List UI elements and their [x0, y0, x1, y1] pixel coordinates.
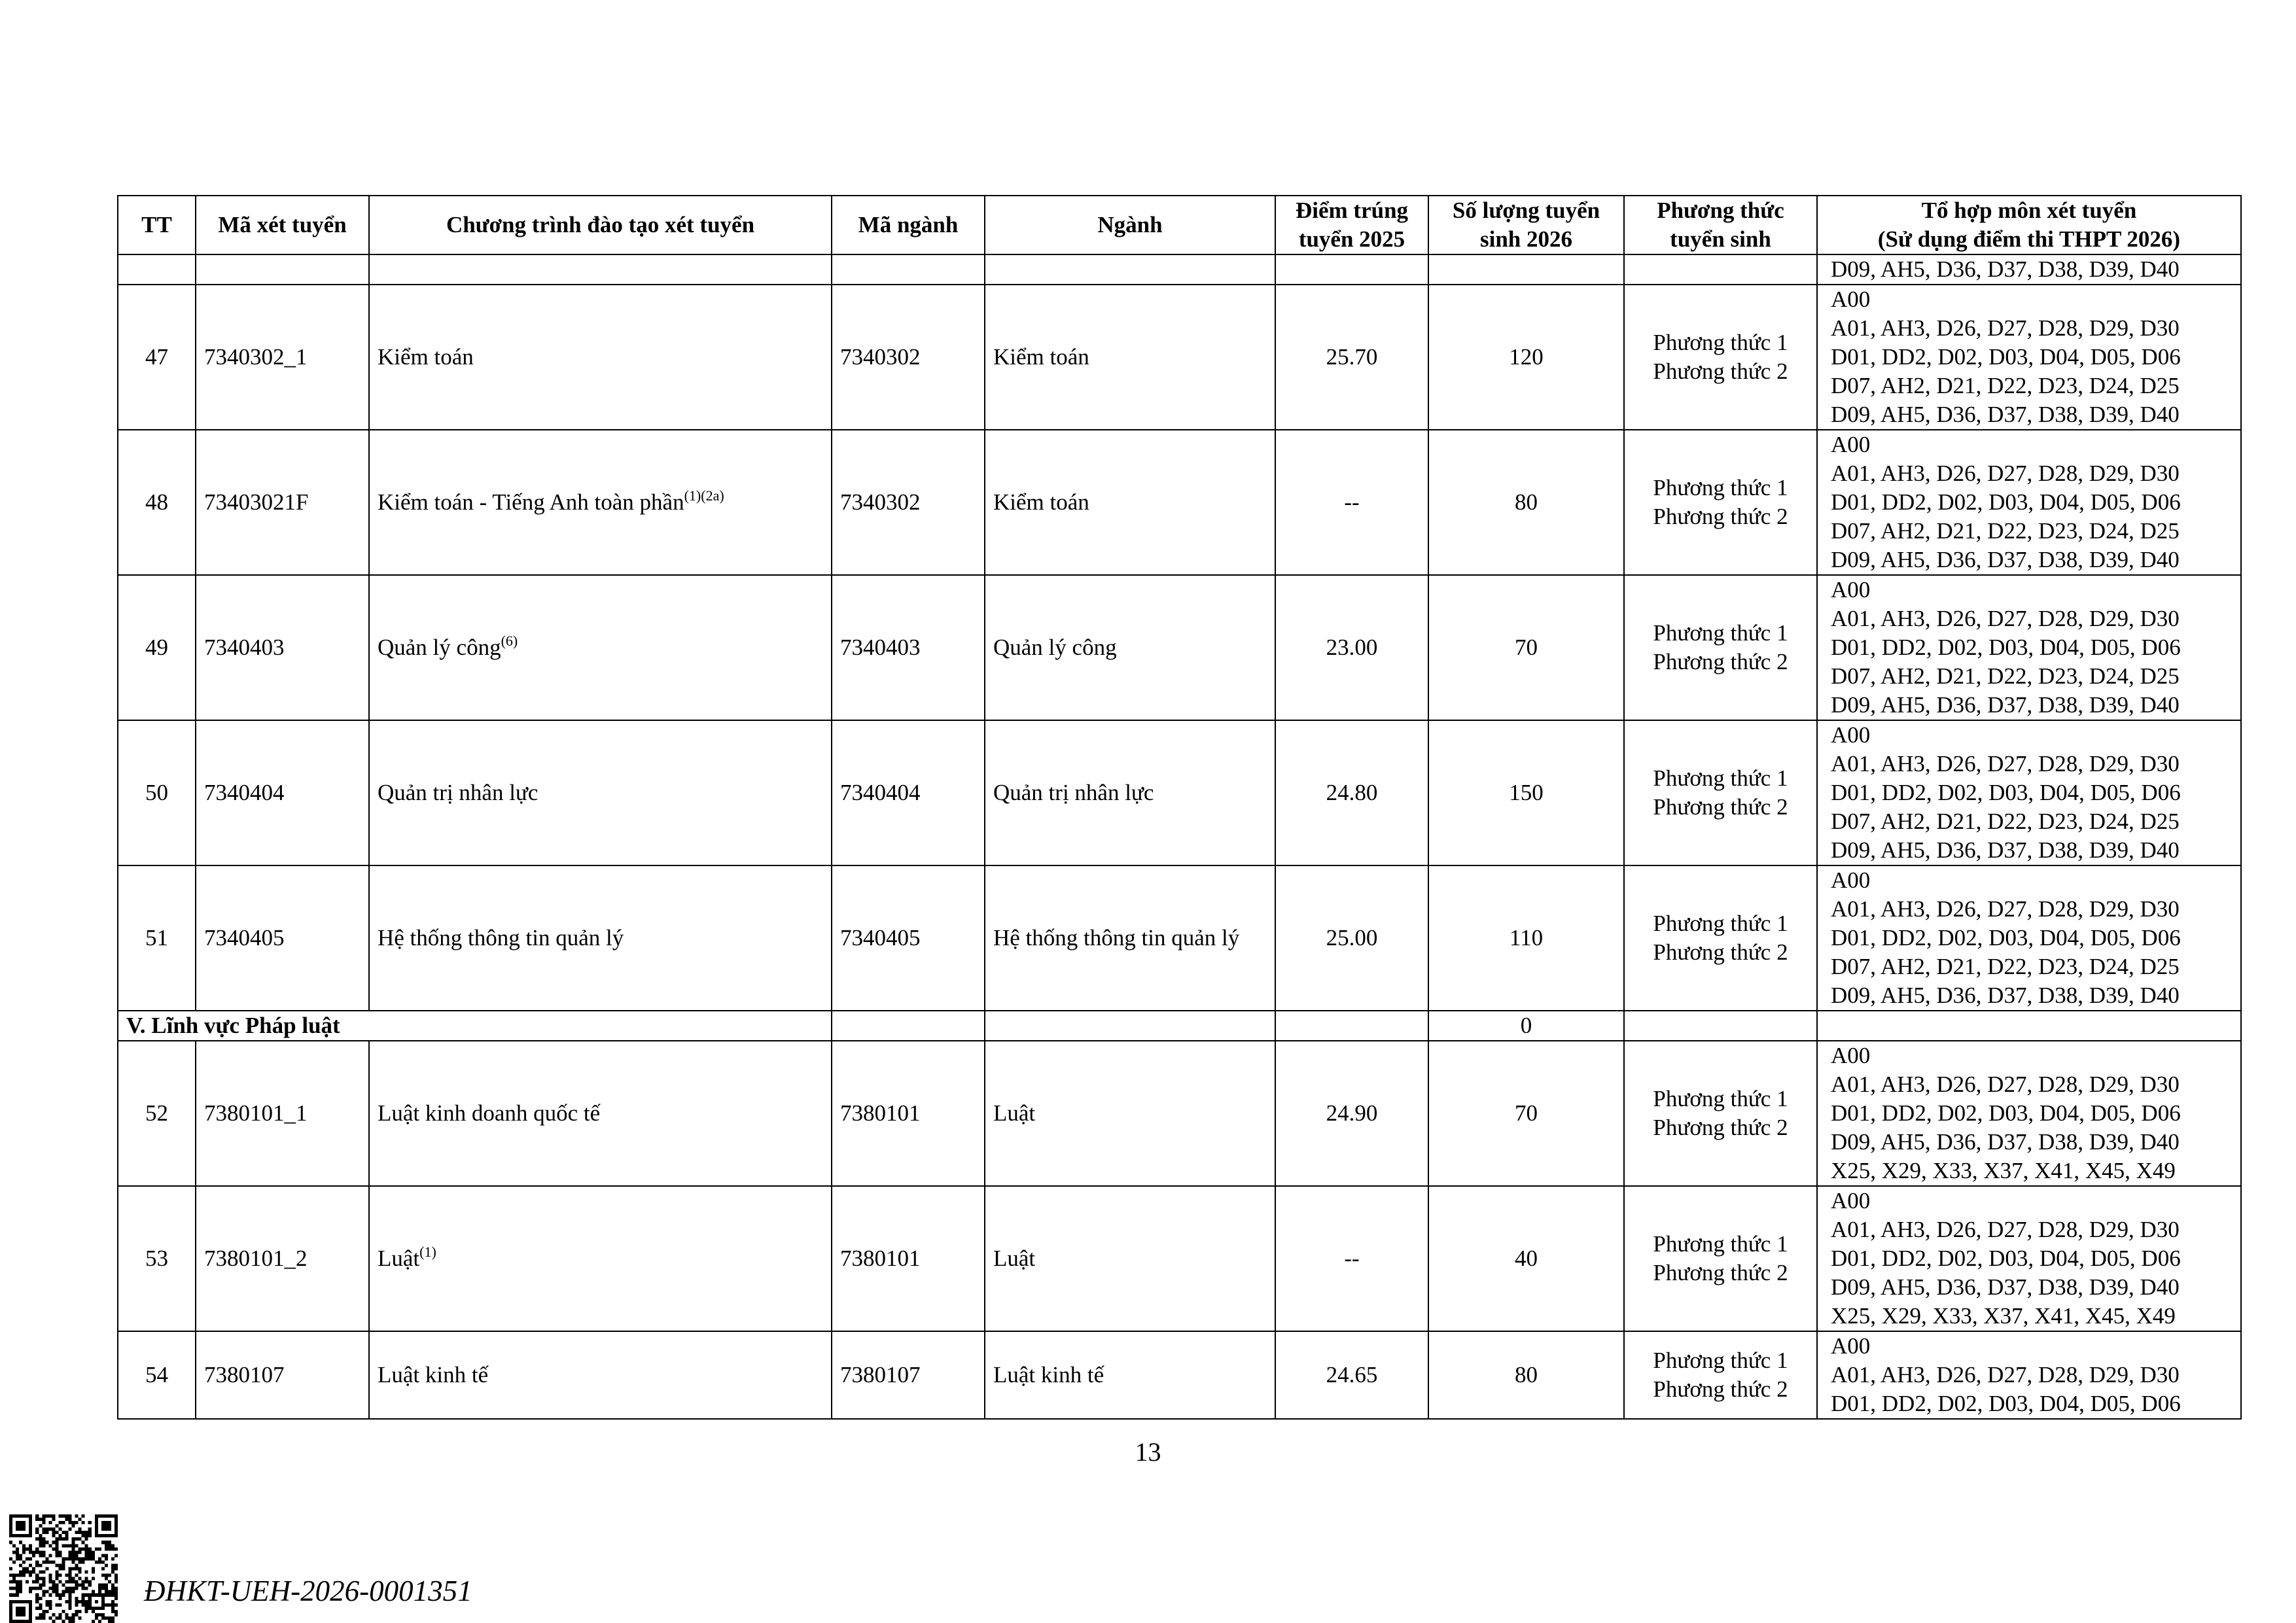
combo-line: D09, AH5, D36, D37, D38, D39, D40: [1831, 692, 2180, 718]
cell-nganh: Luật: [985, 1041, 1275, 1186]
cell-ma-nganh: 7380101: [832, 1186, 985, 1331]
combo-line: A00: [1831, 287, 1871, 312]
method-line: Phương thức 2: [1653, 794, 1788, 820]
header-to-hop-line1: Tổ hợp môn xét tuyển: [1921, 198, 2137, 223]
method-line: Phương thức 2: [1653, 358, 1788, 384]
header-ma-nganh: Mã ngành: [832, 196, 985, 254]
cell-chuong-trinh: [369, 430, 832, 575]
header-to-hop-line2: (Sử dụng điểm thi THPT 2026): [1877, 226, 2181, 252]
program-name: Quản trị nhân lực: [378, 780, 539, 805]
combo-line: D01, DD2, D02, D03, D04, D05, D06: [1831, 344, 2181, 370]
method-line: Phương thức 2: [1653, 1115, 1788, 1140]
cell-chuong-trinh: [369, 285, 832, 430]
section-label: V. Lĩnh vực Pháp luật: [118, 1011, 832, 1041]
table-row: [118, 430, 2241, 575]
combo-line: A01, AH3, D26, D27, D28, D29, D30: [1831, 461, 2180, 486]
cell-ma-nganh: 7340403: [832, 575, 985, 720]
header-chuong-trinh: Chương trình đào tạo xét tuyển: [369, 196, 832, 254]
method-line: Phương thức 1: [1653, 1086, 1788, 1111]
cell-nganh: Hệ thống thông tin quản lý: [985, 865, 1275, 1011]
program-footnote: (1)(2a): [684, 487, 724, 504]
combo-line: D09, AH5, D36, D37, D38, D39, D40: [1831, 837, 2180, 863]
combo-line: D07, AH2, D21, D22, D23, D24, D25: [1831, 809, 2180, 834]
page-number: 13: [1135, 1437, 1161, 1467]
cell-phuong-thuc: [1624, 430, 1817, 575]
combo-line: A01, AH3, D26, D27, D28, D29, D30: [1831, 315, 2180, 341]
cell-diem-2025: --: [1275, 1186, 1428, 1331]
cell-phuong-thuc: [1624, 575, 1817, 720]
cell-ma-nganh: 7340302: [832, 285, 985, 430]
method-line: Phương thức 2: [1653, 504, 1788, 529]
combo-line: A00: [1831, 722, 1871, 748]
combo-line: A00: [1831, 1043, 1871, 1068]
header-ma-xet-tuyen: Mã xét tuyển: [196, 196, 369, 254]
cell-tt: 47: [118, 285, 196, 430]
combo-line: D07, AH2, D21, D22, D23, D24, D25: [1831, 954, 2180, 979]
combo-line: X25, X29, X33, X37, X41, X45, X49: [1831, 1158, 2176, 1183]
method-line: Phương thức 1: [1653, 330, 1788, 355]
section-quota: 0: [1428, 1011, 1624, 1041]
cell-so-luong-2026: 80: [1428, 430, 1624, 575]
cell-ma-xet-tuyen: 7380101_2: [196, 1186, 369, 1331]
table-row: [118, 1041, 2241, 1186]
cell-nganh: Luật: [985, 1186, 1275, 1331]
cell-ma-xet-tuyen: 7340404: [196, 720, 369, 865]
combo-line: D07, AH2, D21, D22, D23, D24, D25: [1831, 373, 2180, 398]
cell-ma-nganh: 7340405: [832, 865, 985, 1011]
combo-line: A00: [1831, 432, 1871, 457]
cell-so-luong-2026: 80: [1428, 1331, 1624, 1419]
continuation-combos: [1817, 254, 2241, 285]
cell-chuong-trinh: [369, 1186, 832, 1331]
cell-phuong-thuc: [1624, 1331, 1817, 1419]
combo-line: D01, DD2, D02, D03, D04, D05, D06: [1831, 489, 2181, 515]
combo-line: D09, AH5, D36, D37, D38, D39, D40: [1831, 256, 2180, 282]
cell-tt: 54: [118, 1331, 196, 1419]
cell-to-hop: [1817, 720, 2241, 865]
combo-line: A00: [1831, 867, 1871, 893]
header-phuong-thuc-line1: Phương thức: [1657, 198, 1784, 223]
program-name: Kiểm toán - Tiếng Anh toàn phần: [378, 489, 684, 515]
table-row: [118, 1186, 2241, 1331]
header-so-luong-line1: Số lượng tuyển: [1452, 198, 1600, 223]
document-id: ĐHKT-UEH-2026-0001351: [144, 1575, 472, 1607]
table-body: [118, 254, 2241, 1419]
cell-ma-nganh: 7340404: [832, 720, 985, 865]
cell-tt: 52: [118, 1041, 196, 1186]
combo-line: D01, DD2, D02, D03, D04, D05, D06: [1831, 780, 2181, 805]
combo-line: A01, AH3, D26, D27, D28, D29, D30: [1831, 606, 2180, 631]
combo-line: A00: [1831, 1188, 1871, 1213]
continuation-row: [118, 254, 2241, 285]
header-to-hop: [1817, 196, 2241, 254]
cell-chuong-trinh: [369, 575, 832, 720]
cell-diem-2025: 25.70: [1275, 285, 1428, 430]
cell-ma-xet-tuyen: 7380101_1: [196, 1041, 369, 1186]
combo-line: D09, AH5, D36, D37, D38, D39, D40: [1831, 402, 2180, 427]
program-footnote: (6): [501, 633, 518, 649]
cell-phuong-thuc: [1624, 720, 1817, 865]
cell-ma-xet-tuyen: 73403021F: [196, 430, 369, 575]
combo-line: A00: [1831, 577, 1871, 602]
cell-ma-xet-tuyen: 7340405: [196, 865, 369, 1011]
cell-to-hop: [1817, 865, 2241, 1011]
combo-line: A01, AH3, D26, D27, D28, D29, D30: [1831, 751, 2180, 777]
combo-line: D09, AH5, D36, D37, D38, D39, D40: [1831, 1274, 2180, 1300]
header-diem-line1: Điểm trúng: [1295, 198, 1409, 223]
cell-to-hop: [1817, 1331, 2241, 1419]
method-line: Phương thức 2: [1653, 1260, 1788, 1285]
method-line: Phương thức 1: [1653, 765, 1788, 791]
qr-code-icon: [9, 1514, 118, 1623]
cell-diem-2025: 24.65: [1275, 1331, 1428, 1419]
cell-tt: 53: [118, 1186, 196, 1331]
cell-diem-2025: 24.80: [1275, 720, 1428, 865]
program-name: Quản lý công: [378, 635, 501, 660]
header-diem-trung-tuyen: [1275, 196, 1428, 254]
header-phuong-thuc: [1624, 196, 1817, 254]
cell-so-luong-2026: 40: [1428, 1186, 1624, 1331]
cell-so-luong-2026: 70: [1428, 575, 1624, 720]
table-header: [118, 196, 2241, 254]
combo-line: D01, DD2, D02, D03, D04, D05, D06: [1831, 1100, 2181, 1126]
cell-diem-2025: --: [1275, 430, 1428, 575]
table-row: [118, 865, 2241, 1011]
header-tt: TT: [118, 196, 196, 254]
cell-nganh: Kiểm toán: [985, 285, 1275, 430]
cell-chuong-trinh: [369, 1331, 832, 1419]
method-line: Phương thức 1: [1653, 475, 1788, 500]
combo-line: A01, AH3, D26, D27, D28, D29, D30: [1831, 1217, 2180, 1242]
program-name: Luật kinh doanh quốc tế: [378, 1100, 601, 1126]
cell-ma-xet-tuyen: 7380107: [196, 1331, 369, 1419]
combo-line: D01, DD2, D02, D03, D04, D05, D06: [1831, 1246, 2181, 1271]
cell-ma-nganh: 7340302: [832, 430, 985, 575]
method-line: Phương thức 1: [1653, 1231, 1788, 1257]
method-line: Phương thức 2: [1653, 939, 1788, 965]
program-name: Hệ thống thông tin quản lý: [378, 925, 624, 951]
table-row: [118, 285, 2241, 430]
method-line: Phương thức 2: [1653, 649, 1788, 674]
table-row: [118, 575, 2241, 720]
cell-chuong-trinh: [369, 720, 832, 865]
cell-to-hop: [1817, 430, 2241, 575]
cell-ma-nganh: 7380107: [832, 1331, 985, 1419]
cell-so-luong-2026: 110: [1428, 865, 1624, 1011]
cell-ma-xet-tuyen: 7340302_1: [196, 285, 369, 430]
method-line: Phương thức 1: [1653, 620, 1788, 646]
cell-diem-2025: 23.00: [1275, 575, 1428, 720]
cell-diem-2025: 25.00: [1275, 865, 1428, 1011]
header-phuong-thuc-line2: tuyển sinh: [1670, 226, 1771, 252]
section-row: [118, 1011, 2241, 1041]
cell-tt: 51: [118, 865, 196, 1011]
combo-line: A00: [1831, 1333, 1871, 1359]
combo-line: D09, AH5, D36, D37, D38, D39, D40: [1831, 547, 2180, 572]
cell-tt: 49: [118, 575, 196, 720]
cell-phuong-thuc: [1624, 1041, 1817, 1186]
cell-phuong-thuc: [1624, 1186, 1817, 1331]
cell-nganh: Kiểm toán: [985, 430, 1275, 575]
method-line: Phương thức 1: [1653, 1348, 1788, 1373]
cell-to-hop: [1817, 1186, 2241, 1331]
combo-line: D01, DD2, D02, D03, D04, D05, D06: [1831, 635, 2181, 660]
cell-ma-xet-tuyen: 7340403: [196, 575, 369, 720]
cell-tt: 50: [118, 720, 196, 865]
cell-phuong-thuc: [1624, 865, 1817, 1011]
cell-so-luong-2026: 150: [1428, 720, 1624, 865]
cell-chuong-trinh: [369, 865, 832, 1011]
combo-line: D09, AH5, D36, D37, D38, D39, D40: [1831, 1129, 2180, 1155]
cell-diem-2025: 24.90: [1275, 1041, 1428, 1186]
combo-line: D09, AH5, D36, D37, D38, D39, D40: [1831, 983, 2180, 1008]
program-name: Luật kinh tế: [378, 1362, 489, 1387]
combo-line: A01, AH3, D26, D27, D28, D29, D30: [1831, 1072, 2180, 1097]
method-line: Phương thức 2: [1653, 1376, 1788, 1402]
cell-so-luong-2026: 70: [1428, 1041, 1624, 1186]
method-line: Phương thức 1: [1653, 911, 1788, 936]
cell-phuong-thuc: [1624, 285, 1817, 430]
header-nganh: Ngành: [985, 196, 1275, 254]
combo-line: X25, X29, X33, X37, X41, X45, X49: [1831, 1303, 2176, 1329]
cell-nganh: Luật kinh tế: [985, 1331, 1275, 1419]
cell-chuong-trinh: [369, 1041, 832, 1186]
cell-tt: 48: [118, 430, 196, 575]
program-name: Kiểm toán: [378, 344, 474, 370]
combo-line: D01, DD2, D02, D03, D04, D05, D06: [1831, 1391, 2181, 1416]
combo-line: D07, AH2, D21, D22, D23, D24, D25: [1831, 518, 2180, 544]
cell-to-hop: [1817, 285, 2241, 430]
combo-line: D07, AH2, D21, D22, D23, D24, D25: [1831, 663, 2180, 689]
admission-table: [117, 195, 2242, 1420]
header-so-luong: [1428, 196, 1624, 254]
combo-line: A01, AH3, D26, D27, D28, D29, D30: [1831, 1362, 2180, 1387]
header-diem-line2: tuyển 2025: [1298, 226, 1405, 252]
program-name: Luật: [378, 1246, 420, 1271]
cell-so-luong-2026: 120: [1428, 285, 1624, 430]
table-row: [118, 720, 2241, 865]
cell-nganh: Quản trị nhân lực: [985, 720, 1275, 865]
cell-nganh: Quản lý công: [985, 575, 1275, 720]
combo-line: A01, AH3, D26, D27, D28, D29, D30: [1831, 896, 2180, 922]
cell-to-hop: [1817, 575, 2241, 720]
program-footnote: (1): [419, 1244, 436, 1260]
cell-ma-nganh: 7380101: [832, 1041, 985, 1186]
cell-to-hop: [1817, 1041, 2241, 1186]
combo-line: D01, DD2, D02, D03, D04, D05, D06: [1831, 925, 2181, 951]
table-row: [118, 1331, 2241, 1419]
header-so-luong-line2: sinh 2026: [1479, 226, 1573, 252]
